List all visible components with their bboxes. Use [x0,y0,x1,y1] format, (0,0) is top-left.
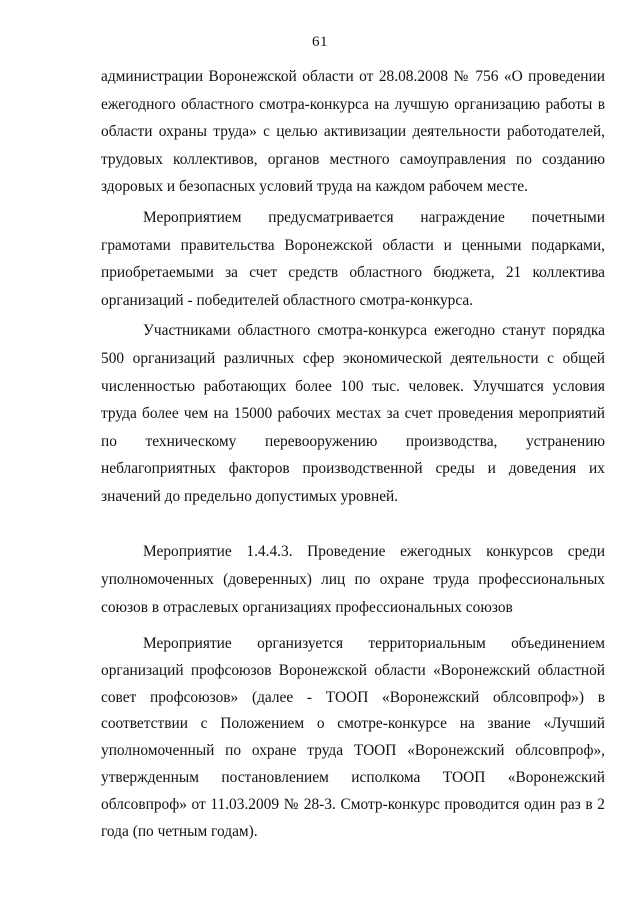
paragraph-organization: Мероприятие организуется территориальным объединением организаций профсоюзов Воронежской области «Воронежский областной совет профсоюзов» (далее - ТООП «Воронежский облсовпроф») в соответствии с Положением о смотре-конкурсе на звание «Лучший уполномоченный по охране труда ТООП «Воронежский облсовпроф», утвержденным постановлением исполкома ТООП «Воронежский облсовпроф» от 11.03.2009 № 28-3. Смотр-конкурс проводится один раз в 2 года (по четным годам). [101,635,605,840]
section-heading: Мероприятие 1.4.4.3. Проведение ежегодных конкурсов среди уполномоченных (доверенных) лиц по охране труда профессиональных союзов в отраслевых организациях профессиональных союзов [101,543,605,616]
text-block-heading [101,538,605,621]
text-block-bottom [101,631,605,845]
text-block-top [101,63,605,511]
paragraph-participants: Участниками областного смотра-конкурса ежегодно станут порядка 500 организаций различных сфер экономической деятельности с общей численностью работающих более 100 тыс. человек. Улучшатся условия труда более чем на 15000 рабочих местах за счет проведения мероприятий по техническому перевооружению производства, устранению неблагоприятных факторов производственной среды и доведения их значений до предельно допустимых уровней. [101,322,605,505]
paragraph-continuation: администрации Воронежской области от 28.08.2008 № 756 «О проведении ежегодного областного смотра-конкурса на лучшую организацию работы в области охраны труда» с целью активизации деятельности работодателей, трудовых коллективов, органов местного самоуправления по созданию здоровых и безопасных условий труда на каждом рабочем месте. [101,68,605,196]
page-number: 61 [312,34,328,50]
paragraph-awards: Мероприятием предусматривается награждение почетными грамотами правительства Воронежской области и ценными подарками, приобретаемыми за счет средств областного бюджета, 21 коллектива организаций - победителей областного смотра-конкурса. [101,208,605,309]
